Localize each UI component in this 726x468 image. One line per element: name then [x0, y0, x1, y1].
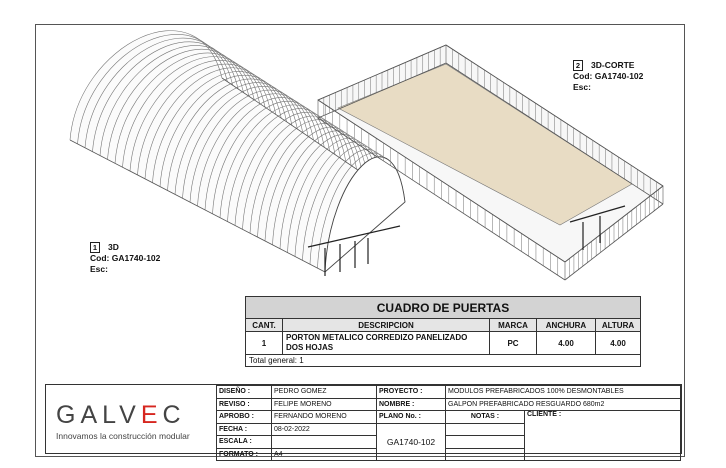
col-cant: CANT. [246, 319, 283, 332]
plano-key: PLANO No. : [377, 411, 446, 424]
view2-label [573, 60, 643, 93]
cell-altura: 4.00 [596, 332, 641, 355]
escala-value [272, 436, 377, 449]
total-general: Total general: 1 [246, 355, 641, 367]
notas-cell [446, 423, 525, 436]
notas-cell [446, 448, 525, 461]
proyecto-key: PROYECTO : [377, 386, 446, 399]
diseno-value: PEDRO GOMEZ [272, 386, 377, 399]
table-row [246, 332, 641, 355]
col-anchura: ANCHURA [537, 319, 596, 332]
view1-number: 1 [90, 242, 100, 253]
cell-descripcion [283, 332, 490, 355]
col-descripcion: DESCRIPCION [283, 319, 490, 332]
notas-key: NOTAS : [446, 411, 525, 424]
formato-key: FORMATO : [217, 448, 272, 461]
cell-marca: PC [490, 332, 537, 355]
view-3d-closed [70, 31, 405, 276]
door-schedule-title: CUADRO DE PUERTAS [246, 297, 641, 319]
door-schedule-table [245, 296, 641, 367]
formato-value: A4 [272, 448, 377, 461]
col-marca: MARCA [490, 319, 537, 332]
cliente-key: CLIENTE : [525, 411, 681, 461]
view1-title: 3D [108, 242, 119, 252]
proyecto-value: MODULOS PREFABRICADOS 100% DESMONTABLES [446, 386, 681, 399]
desc-line1: PORTON METALICO CORREDIZO PANELIZADO [286, 333, 468, 342]
nombre-key: NOMBRE : [377, 398, 446, 411]
diseno-key: DISEÑO : [217, 386, 272, 399]
notas-cell [446, 436, 525, 449]
aprobo-value: FERNANDO MORENO [272, 411, 377, 424]
logo-wordmark: GALVEC [56, 401, 186, 429]
view2-code: Cod: GA1740-102 [573, 71, 644, 81]
aprobo-key: APROBO : [217, 411, 272, 424]
title-block [45, 384, 682, 458]
view2-title: 3D-CORTE [591, 60, 635, 70]
view1-code: Cod: GA1740-102 [90, 253, 161, 263]
escala-key: ESCALA : [217, 436, 272, 449]
fecha-value: 08-02-2022 [272, 423, 377, 436]
view1-label [90, 242, 160, 275]
logo-tagline: Innovamos la construcción modular [56, 431, 190, 441]
reviso-key: REVISO : [217, 398, 272, 411]
view2-scale: Esc: [573, 82, 591, 92]
plano-value: GA1740-102 [377, 423, 446, 461]
view2-number: 2 [573, 60, 583, 71]
fecha-key: FECHA : [217, 423, 272, 436]
nombre-value: GALPON PREFABRICADO RESGUARDO 680m2 [446, 398, 681, 411]
cell-anchura: 4.00 [537, 332, 596, 355]
reviso-value: FELIPE MORENO [272, 398, 377, 411]
title-block-info [216, 385, 681, 461]
company-logo [56, 401, 190, 441]
desc-line2: DOS HOJAS [286, 343, 334, 352]
view1-scale: Esc: [90, 264, 108, 274]
cell-cant: 1 [246, 332, 283, 355]
col-altura: ALTURA [596, 319, 641, 332]
